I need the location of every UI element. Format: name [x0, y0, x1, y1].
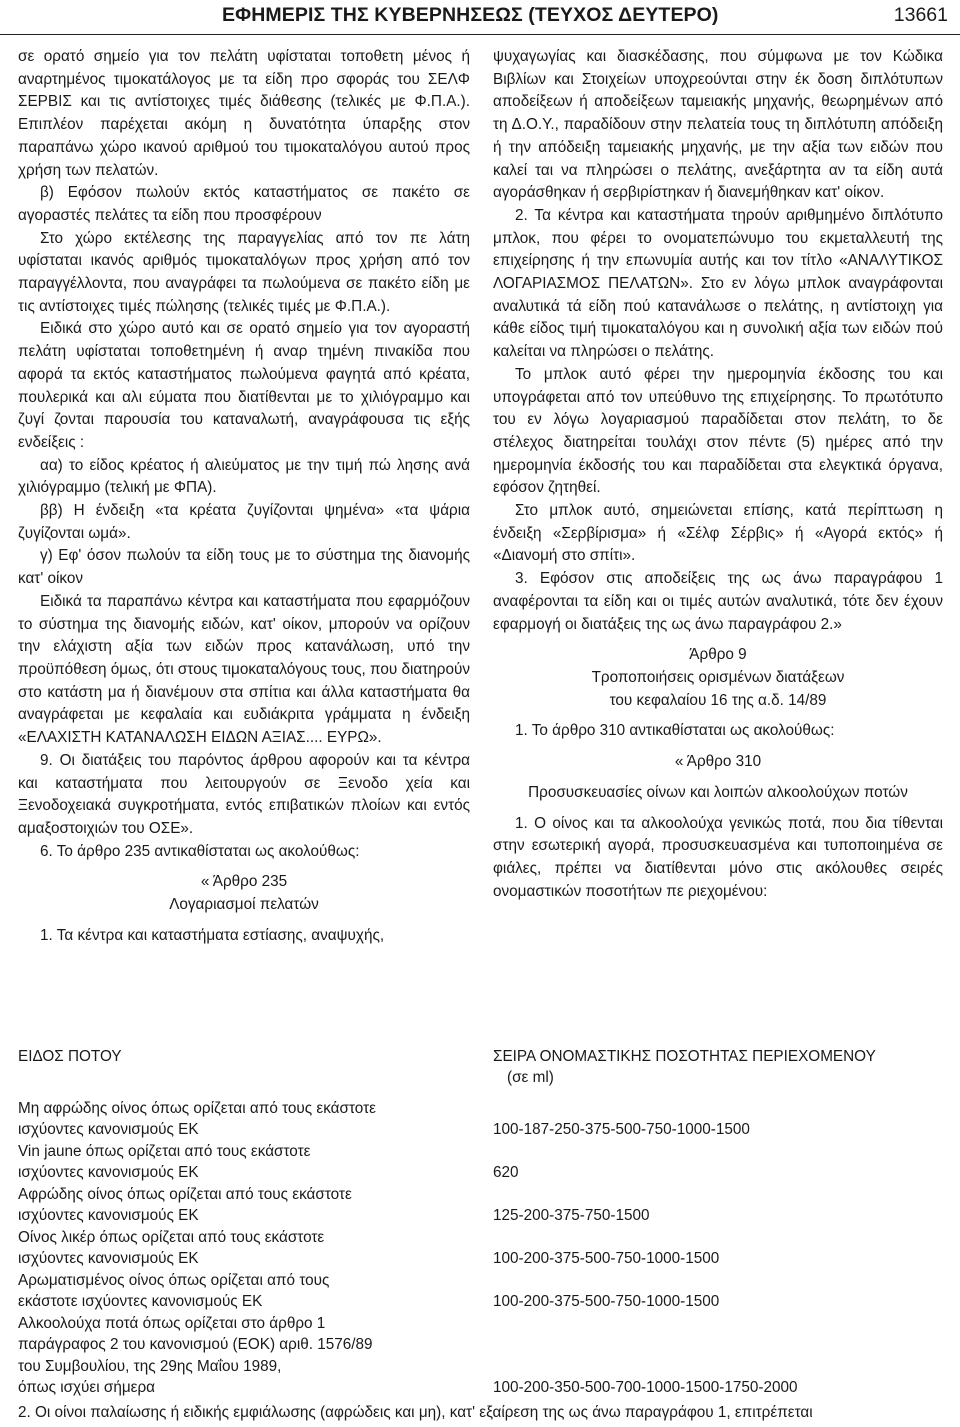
beverage-type-line: Αφρώδης οίνος όπως ορίζεται από τους εκάστοτε [18, 1186, 352, 1203]
beverage-type [18, 1313, 478, 1399]
paragraph: 1. Ο οίνος και τα αλκοολούχα γενικώς ποτά, που δια τίθενται στην εσωτερική αγορά, προσυσκευασμένα και τυποποιημένα σε φιάλες, πρέπει να διατίθενται μόνο στις ακόλουθες σειρές ονομαστικών ποσοτήτων πε ριεχομένου: [493, 814, 943, 900]
beverage-type-line: ισχύοντες κανονισμούς ΕΚ [18, 1250, 199, 1268]
beverage-type-line: ισχύοντες κανονισμούς ΕΚ [18, 1121, 199, 1139]
volume-series: 100-200-350-500-700-1000-1500-1750-2000 [493, 1379, 798, 1396]
beverage-type [18, 1227, 478, 1270]
article-heading: Άρθρο 9 [689, 646, 747, 664]
beverage-type-line: Vin jaune όπως ορίζεται από τους εκάστοτε [18, 1143, 311, 1160]
paragraph: γ) Εφ' όσον πωλούν τα είδη τους με το σύστημα της διανομής κατ' οίκον [18, 547, 470, 588]
article-subtitle: Προσυσκευασίες οίνων και λοιπών αλκοολούχων ποτών [528, 783, 908, 801]
beverage-type-line: Οίνος λικέρ όπως ορίζεται από τους εκάστοτε [18, 1229, 325, 1246]
table-header-series [493, 1046, 876, 1089]
beverage-type-line: ισχύοντες κανονισμούς ΕΚ [18, 1207, 199, 1225]
beverage-type-line: του Συμβουλίου, της 29ης Μαΐου 1989, [18, 1357, 282, 1375]
paragraph: 6. Το άρθρο 235 αντικαθίσταται ως ακολούθως: [40, 842, 360, 860]
paragraph: Ειδικά στο χώρο αυτό και σε ορατό σημείο για τον αγοραστή πελάτη υφίσταται τοποθετημένη ή αναρ τημένη πινακίδα που αφορά τα εκτός καταστήματος πωλούμενα φαγητά από κρέατα, πουλερικά και αλι εύματα που διατίθενται με το χιλιόγραμμο και ζυγί ζονται παρουσία του καταναλωτή, αναγράφουσα τις εξής ενδείξεις : [18, 320, 470, 451]
volume-series: 100-187-250-375-500-750-1000-1500 [493, 1121, 750, 1138]
volume-series: 100-200-375-500-750-1000-1500 [493, 1293, 720, 1310]
table-header-type: ΕΙΔΟΣ ΠΟΤΟΥ [18, 1048, 122, 1065]
paragraph: 2. Τα κέντρα και καταστήματα τηρούν αριθμημένο διπλότυπο μπλοκ, που φέρει το ονοματεπώνυμο του εκμεταλλευτή της επιχείρησης ή την επωνυμία αυτής και τον τίτλο «ΑΝΑΛΥΤΙΚΟΣ ΛΟΓΑΡΙΑΣΜΟΣ ΠΕΛΑΤΩΝ». Στο εν λόγω μπλοκ αναγράφονται αναλυτικά τά είδη πού κατανάλωσε ο πελάτης, η αντίστοιχη για κάθε είδος τιμή τιμοκαταλόγου και η συνολική αξία των ειδών πού καλείται να πληρώσει ο πελάτης. [493, 206, 943, 361]
paragraph: 9. Οι διατάξεις του παρόντος άρθρου αφορούν και τα κέντρα και καταστήματα που λειτουργούν σε Ξενοδο χεία και Ξενοδοχειακά συγκροτήματα, εντός επιβατικών πλοίων και εντός αμαξοστοιχιών του ΟΣΕ». [18, 751, 470, 837]
beverage-type [18, 1184, 478, 1227]
beverage-type-line: παράγραφος 2 του κανονισμού (ΕΟΚ) αριθ. 1576/89 [18, 1336, 373, 1354]
paragraph: αα) το είδος κρέατος ή αλιεύματος με την τιμή πώ λησης ανά χιλιόγραμμο (τελική με ΦΠΑ). [18, 456, 470, 497]
table-header-series-unit: (σε ml) [507, 1069, 554, 1087]
paragraph: 3. Εφόσον στις αποδείξεις της ως άνω παραγράφου 1 αναφέρονται τα είδη και οι τιμές αυτών αναλυτικά, τότε δεν έχουν εφαρμογή οι διατάξεις της ως άνω παραγράφου 2.» [493, 570, 943, 633]
paragraph: Το μπλοκ αυτό φέρει την ημερομηνία έκδοσης του και υπογράφεται από τον υπεύθυνο της επιχείρησης. Το πρωτότυπο του εν λόγω λογαριασμού παραδίδεται στον πελάτη, το δε στέλεχος διατηρείται τουλάχι στον πέντε (5) ημέρες από την ημερομηνία έκδοσής του και παραδίδεται στα ελεγκτικά όργανα, εφόσον ζητηθεί. [493, 365, 943, 497]
article-subtitle: Τροποποιήσεις ορισμένων διατάξεων [591, 668, 845, 686]
paragraph: Στο χώρο εκτέλεσης της παραγγελίας από τον πε λάτη υφίσταται ικανός αριθμός τιμοκαταλόγων προς χρήση από τον παραγγέλλοντα, που αναγράφει τα πωλούμενα σε πακέτο είδη με τις αντίστοιχες τιμές πώλησης (τελικές τιμές με Φ.Π.Α.). [18, 229, 470, 315]
beverage-type-line: εκάστοτε ισχύοντες κανονισμούς ΕΚ [18, 1293, 263, 1311]
beverage-type-line: Μη αφρώδης οίνος όπως ορίζεται από τους εκάστοτε [18, 1100, 376, 1117]
beverage-type-line: ισχύοντες κανονισμούς ΕΚ [18, 1164, 199, 1182]
paragraph: ββ) Η ένδειξη «τα κρέατα ζυγίζονται ψημένα» «τα ψάρια ζυγίζονται ωμά». [18, 502, 470, 542]
continuation-paragraph: 2. Οι οίνοι παλαίωσης ή ειδικής εμφιάλωσης (αφρώδεις και μη), κατ' εξαίρεση της ως άνω παραγράφου 1, επιτρέπεται [18, 1404, 813, 1421]
left-column [18, 46, 470, 947]
beverage-type-line: Αλκοολούχα ποτά όπως ορίζεται στο άρθρο 1 [18, 1315, 326, 1332]
article-heading: « Άρθρο 235 [200, 873, 288, 891]
article-heading: « Άρθρο 310 [674, 753, 762, 771]
beverage-type-line: όπως ισχύει σήμερα [18, 1379, 156, 1397]
beverage-type [18, 1141, 478, 1184]
beverage-type-line: Αρωματισμένος οίνος όπως ορίζεται από τους [18, 1272, 330, 1289]
gazette-title: ΕΦΗΜΕΡΙΣ ΤΗΣ ΚΥΒΕΡΝΗΣΕΩΣ (ΤΕΥΧΟΣ ΔΕΥΤΕΡΟ) [222, 4, 719, 26]
volume-series: 620 [493, 1164, 519, 1181]
paragraph: ψυχαγωγίας και διασκέδασης, που σύμφωνα με τον Κώδικα Βιβλίων και Στοιχείων υποχρεούνται στην έκ δοση διπλότυπων αποδείξεων ή αποδείξεων ταμειακής μηχανής, θεωρημένων από τη Δ.Ο.Υ., παραδίδουν στην πελατεία τους τη διπλότυπη απόδειξη ή την απόδειξη ταμειακής μηχανής, με την αξία των ειδών που καλεί ται να πληρώσει ο πελάτης, ανεξάρτητα αν τα είδη αυτά αγοράσθηκαν ή σερβιρίστηκαν ή διανεμήθηκαν κατ' οίκον. [493, 48, 943, 202]
article-subtitle: του κεφαλαίου 16 της α.δ. 14/89 [609, 691, 827, 709]
volume-series: 100-200-375-500-750-1000-1500 [493, 1250, 720, 1267]
paragraph: 1. Τα κέντρα και καταστήματα εστίασης, αναψυχής, [40, 926, 385, 944]
beverage-type [18, 1098, 478, 1141]
paragraph: Ειδικά τα παραπάνω κέντρα και καταστήματα που εφαρμόζουν το σύστημα της διανομής ειδών, κατ' οίκον, μπορούν να ορίζουν την ελάχιστη αξία των ειδών προς κατανάλωση, υπό την προϋπόθεση όμως, ότι στους τιμοκαταλόγους τους, που διατηρούν στο κατάστη μα ή διανέμουν στα σπίτια και άλλα καταστήματα θα αναγράφεται με κεφαλαία και ευδιάκριτα γράμματα η ένδειξη «ΕΛΑΧΙΣΤΗ ΚΑΤΑΝΑΛΩΣΗ ΕΙΔΩΝ ΑΞΙΑΣ.... ΕΥΡΩ». [18, 592, 470, 747]
beverage-type [18, 1270, 478, 1313]
volume-series: 125-200-375-750-1500 [493, 1207, 650, 1224]
paragraph: Στο μπλοκ αυτό, σημειώνεται επίσης, κατά περίπτωση η ένδειξη «Σερβίρισμα» ή «Σέλφ Σέρβις» ή «Αγορά εκτός» ή «Διανομή στο σπίτι». [493, 502, 943, 565]
right-column [493, 46, 943, 903]
paragraph: β) Εφόσον πωλούν εκτός καταστήματος σε πακέτο σε αγοραστές πελάτες τα είδη που προσφέρουν [18, 184, 470, 224]
page-number: 13661 [893, 4, 948, 26]
page-header [0, 0, 960, 35]
article-subtitle: Λογαριασμοί πελατών [169, 896, 319, 914]
table-header-series-line: ΣΕΙΡΑ ΟΝΟΜΑΣΤΙΚΗΣ ΠΟΣΟΤΗΤΑΣ ΠΕΡΙΕΧΟΜΕΝΟΥ [493, 1048, 876, 1065]
paragraph: 1. Το άρθρο 310 αντικαθίσταται ως ακολούθως: [515, 722, 835, 740]
paragraph: σε ορατό σημείο για τον πελάτη υφίσταται τοποθετη μένος ή αναρτημένος τιμοκατάλογος με τα είδη προ σφοράς του ΣΕΛΦ ΣΕΡΒΙΣ και τις αντίστοιχες τιμές διάθεσης (τελικές με Φ.Π.Α.). Επιπλέον παρέχεται ακόμη η δυνατότητα ύπαρξης στον παραπάνω χώρο ικανού αριθμού του τιμοκαταλόγου αυτού προς χρήση των πελατών. [18, 48, 470, 179]
